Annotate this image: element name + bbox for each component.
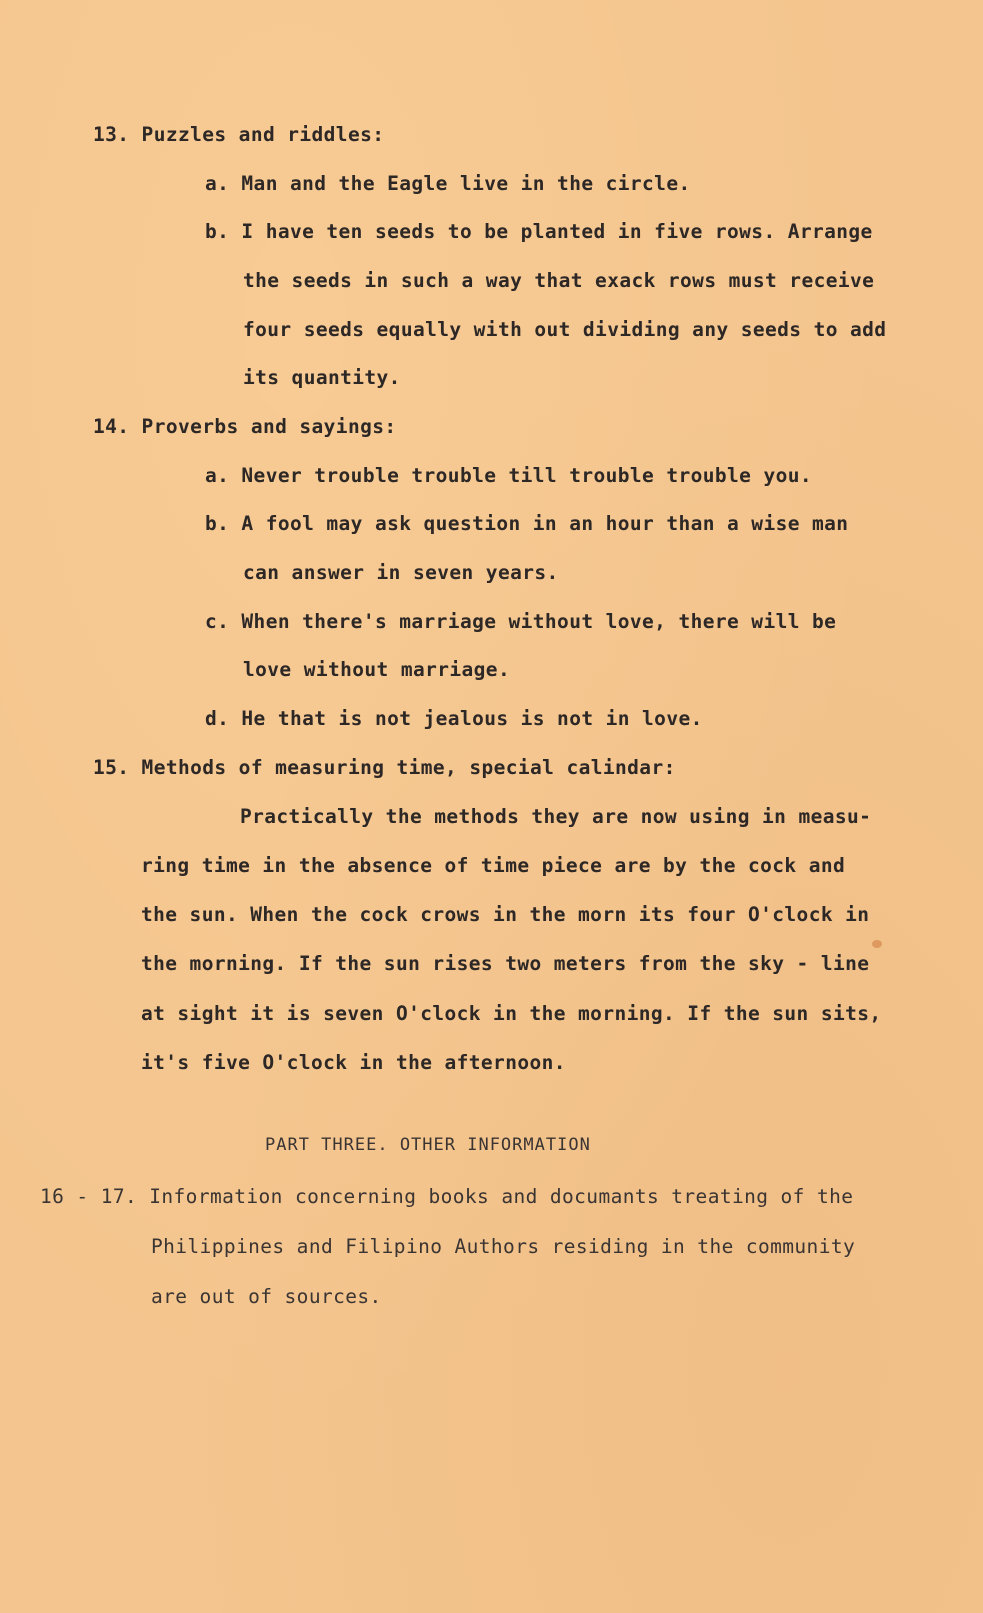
item-16-17-line2: Philippines and Filipino Authors residing in the community	[151, 1235, 856, 1258]
item-14c-line2: love without marriage.	[243, 658, 511, 681]
item-14d: d. He that is not jealous is not in love.	[205, 707, 703, 730]
item-15-para-line5: at sight it is seven O'clock in the morning. If the sun sits,	[141, 1002, 882, 1025]
item-13b-line2: the seeds in such a way that exack rows must receive	[243, 269, 875, 292]
part-three-heading: PART THREE. OTHER INFORMATION	[265, 1135, 591, 1155]
item-15-para-line6: it's five O'clock in the afternoon.	[141, 1051, 566, 1074]
item-14c-line1: c. When there's marriage without love, there will be	[205, 610, 837, 633]
item-16-17-line1: 16 - 17. Information concerning books and documants treating of the	[40, 1185, 854, 1208]
item-13b-line1: b. I have ten seeds to be planted in five rows. Arrange	[205, 220, 873, 243]
paper-stain	[872, 940, 882, 948]
item-15-para-line3: the sun. When the cock crows in the morn its four O'clock in	[141, 903, 870, 926]
item-14a: a. Never trouble trouble till trouble trouble you.	[205, 464, 812, 487]
item-16-17-line3: are out of sources.	[151, 1285, 382, 1308]
item-14b-line2: can answer in seven years.	[243, 561, 559, 584]
item-13b-line4: its quantity.	[243, 366, 401, 389]
item-15-title: 15. Methods of measuring time, special calindar:	[93, 756, 676, 779]
item-15-para-line4: the morning. If the sun rises two meters from the sky - line	[141, 952, 870, 975]
item-13b-line3: four seeds equally with out dividing any seeds to add	[243, 318, 887, 341]
item-13a: a. Man and the Eagle live in the circle.	[205, 172, 691, 195]
item-13-title: 13. Puzzles and riddles:	[93, 123, 385, 146]
item-14b-line1: b. A fool may ask question in an hour than a wise man	[205, 512, 849, 535]
item-15-para-line2: ring time in the absence of time piece are by the cock and	[141, 854, 846, 877]
item-14-title: 14. Proverbs and sayings:	[93, 415, 397, 438]
item-15-para-line1: Practically the methods they are now using in measu-	[240, 805, 872, 828]
